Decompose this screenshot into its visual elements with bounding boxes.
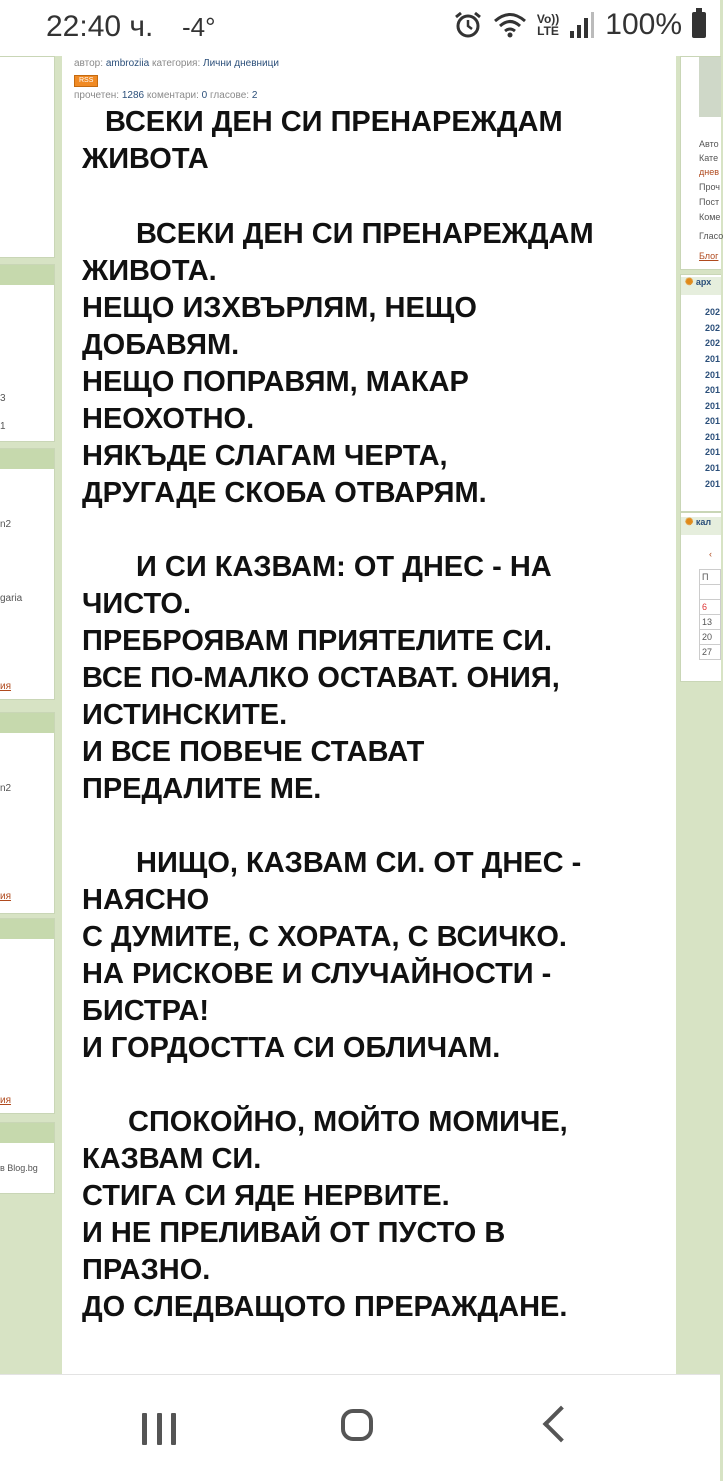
signal-icon	[569, 11, 595, 39]
home-button[interactable]	[341, 1409, 373, 1441]
archive-year[interactable]: 201	[705, 385, 721, 395]
recent-apps-icon	[157, 1413, 162, 1445]
left-fragment: n2	[0, 783, 12, 794]
profile-line: Гласо	[699, 231, 723, 241]
left-box-header	[0, 919, 54, 939]
recent-apps-button[interactable]	[142, 1413, 176, 1445]
category-label: категория:	[151, 58, 201, 69]
wifi-icon	[493, 10, 527, 40]
lte-label: LTE	[537, 24, 559, 38]
calendar-header	[681, 517, 721, 535]
alarm-icon	[453, 10, 483, 40]
left-box-3	[0, 448, 55, 700]
recent-apps-icon	[142, 1413, 147, 1445]
calendar-day[interactable]: 27	[700, 645, 721, 660]
archive-year[interactable]: 202	[705, 338, 721, 348]
article	[62, 56, 676, 1374]
calendar-title: кал	[695, 517, 712, 527]
volte-label: Vo))	[536, 12, 560, 26]
reads-label: прочетен:	[74, 90, 120, 101]
archive-title: арх	[695, 277, 712, 287]
profile-line: Авто	[699, 139, 719, 149]
web-page[interactable]	[0, 56, 723, 1374]
calendar-grid	[699, 569, 721, 660]
back-button[interactable]	[543, 1406, 580, 1443]
sun-icon: ✺	[685, 277, 694, 288]
calendar-day[interactable]: 20	[700, 630, 721, 645]
profile-line: Проч	[699, 182, 720, 192]
post-meta	[74, 56, 279, 104]
archive-year[interactable]: 201	[705, 432, 721, 442]
battery-icon	[692, 12, 706, 38]
profile-line[interactable]: днев	[699, 167, 720, 177]
profile-line: Пост	[699, 197, 720, 207]
archive-year[interactable]: 202	[705, 323, 721, 333]
left-sidebar	[0, 56, 56, 1374]
archive-year[interactable]: 201	[705, 463, 721, 473]
category-link[interactable]: Лични дневници	[203, 58, 279, 69]
comments-count[interactable]: 0	[201, 90, 208, 101]
author-box	[680, 56, 721, 270]
post-title: ВСЕКИ ДЕН СИ ПРЕНАРЕЖДАМ ЖИВОТА	[82, 106, 563, 175]
left-box-5	[0, 918, 55, 1114]
left-fragment: в Blog.bg	[0, 1163, 38, 1173]
poem-stanza: И СИ КАЗВАМ: ОТ ДНЕС - НА ЧИСТО. ПРЕБРОЯВАМ ПРИЯТЕЛИТЕ СИ. ВСЕ ПО-МАЛКО ОСТАВАТ. ОНИЯ, ИСТИНСКИТЕ. И ВСЕ ПОВЕЧЕ СТАВАТ ПРЕДАЛИТЕ МЕ.	[82, 551, 560, 805]
calendar-day[interactable]: 13	[700, 615, 721, 630]
rss-button[interactable]: RSS	[74, 75, 98, 87]
navigation-bar	[0, 1374, 720, 1481]
left-fragment: 1	[0, 421, 6, 432]
left-box-header	[0, 265, 54, 285]
calendar-box	[680, 512, 721, 682]
author-avatar[interactable]	[699, 57, 721, 117]
comments-label: коментари:	[146, 90, 199, 101]
calendar-weekday: П	[700, 570, 721, 585]
left-box-1	[0, 56, 55, 258]
archive-year[interactable]: 201	[705, 370, 721, 380]
left-fragment: n2	[0, 519, 12, 530]
calendar-day	[700, 585, 721, 600]
left-box-header	[0, 449, 54, 469]
status-temperature: -4°	[182, 12, 216, 42]
profile-line[interactable]: Блог	[699, 251, 719, 261]
calendar-day[interactable]: 6	[700, 600, 721, 615]
left-box-2	[0, 264, 55, 442]
poem-stanza: СПОКОЙНО, МОЙТО МОМИЧЕ, КАЗВАМ СИ. СТИГА СИ ЯДЕ НЕРВИТЕ. И НЕ ПРЕЛИВАЙ ОТ ПУСТО В ПРАЗНО. ДО СЛЕДВАЩОТО ПРЕРАЖДАНЕ.	[82, 1106, 568, 1323]
profile-line: Коме	[699, 212, 721, 222]
poem-stanza: НИЩО, КАЗВАМ СИ. ОТ ДНЕС - НАЯСНО С ДУМИТЕ, С ХОРАТА, С ВСИЧКО. НА РИСКОВЕ И СЛУЧАЙНОСТИ - БИСТРА! И ГОРДОСТТА СИ ОБЛИЧАМ.	[82, 847, 582, 1064]
right-sidebar	[680, 56, 723, 1374]
archive-year[interactable]: 201	[705, 354, 721, 364]
archive-year[interactable]: 201	[705, 401, 721, 411]
calendar-prev-button[interactable]: ‹	[709, 549, 712, 559]
left-box-4	[0, 712, 55, 914]
author-label: автор:	[74, 58, 104, 69]
left-link[interactable]: ия	[0, 1095, 12, 1106]
author-link[interactable]: ambroziia	[105, 58, 150, 69]
reads-count: 1286	[121, 90, 145, 101]
left-box-header	[0, 713, 54, 733]
left-link[interactable]: ия	[0, 681, 12, 692]
left-link[interactable]: ия	[0, 891, 12, 902]
archive-box	[680, 274, 721, 512]
left-fragment: 3	[0, 393, 6, 404]
left-box-6	[0, 1122, 55, 1194]
archive-year[interactable]: 201	[705, 447, 721, 457]
left-box-header	[0, 1123, 54, 1143]
sun-icon: ✺	[685, 517, 694, 528]
profile-line: Кате	[699, 153, 719, 163]
archive-header	[681, 277, 721, 295]
status-icons	[453, 8, 706, 42]
battery-percent: 100%	[605, 8, 682, 41]
votes-label: гласове:	[210, 90, 250, 101]
post-body	[82, 216, 662, 1363]
archive-year[interactable]: 201	[705, 479, 721, 489]
archive-year[interactable]: 202	[705, 307, 721, 317]
archive-year[interactable]: 201	[705, 416, 721, 426]
poem-stanza: ВСЕКИ ДЕН СИ ПРЕНАРЕЖДАМ ЖИВОТА. НЕЩО ИЗХВЪРЛЯМ, НЕЩО ДОБАВЯМ. НЕЩО ПОПРАВЯМ, МАКАР НЕОХОТНО. НЯКЪДЕ СЛАГАМ ЧЕРТА, ДРУГАДЕ СКОБА ОТВАРЯМ.	[82, 218, 594, 509]
left-fragment: garia	[0, 593, 23, 604]
votes-count[interactable]: 2	[251, 90, 258, 101]
volte-lte-icon	[537, 13, 559, 37]
status-time: 22:40 ч.	[46, 10, 154, 43]
status-bar	[0, 0, 720, 56]
recent-apps-icon	[171, 1413, 176, 1445]
